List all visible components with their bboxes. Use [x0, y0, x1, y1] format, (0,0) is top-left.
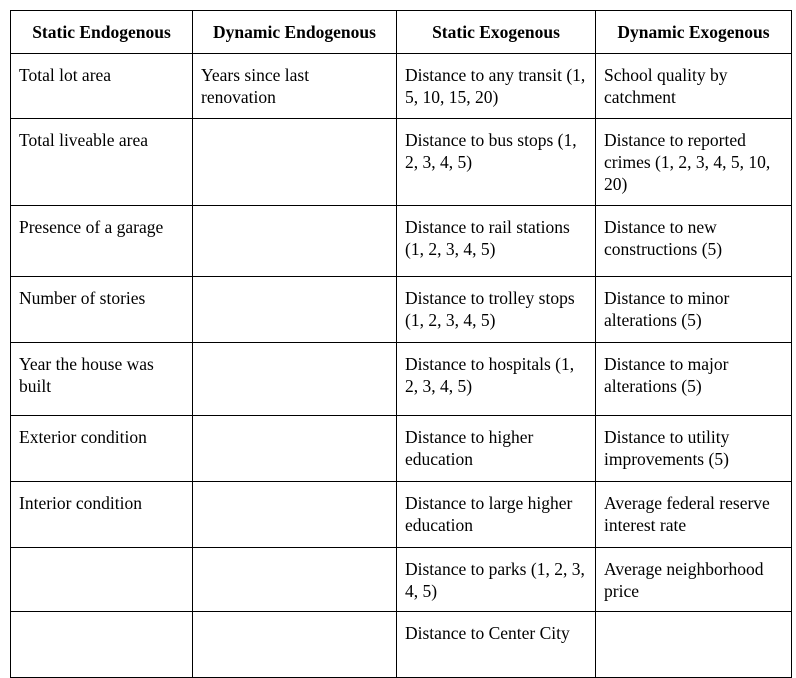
table-cell	[11, 612, 193, 678]
table-row	[11, 119, 792, 206]
table-cell: Distance to reported crimes (1, 2, 3, 4, 5, 10, 20)	[596, 119, 792, 206]
table-cell: Distance to rail stations (1, 2, 3, 4, 5)	[397, 206, 596, 277]
table-cell	[193, 343, 397, 416]
table-cell: Distance to minor alterations (5)	[596, 277, 792, 343]
table-row	[11, 416, 792, 482]
table-cell: Distance to higher education	[397, 416, 596, 482]
table-cell	[193, 416, 397, 482]
table-row	[11, 482, 792, 548]
table-row	[11, 612, 792, 678]
table-row	[11, 54, 792, 119]
table-cell: Exterior condition	[11, 416, 193, 482]
table-cell	[193, 548, 397, 612]
header-static-endogenous: Static Endogenous	[11, 11, 193, 54]
table-cell: Number of stories	[11, 277, 193, 343]
table-row	[11, 343, 792, 416]
table-cell	[596, 612, 792, 678]
table-cell: Distance to any transit (1, 5, 10, 15, 20)	[397, 54, 596, 119]
table-cell: Years since last renovation	[193, 54, 397, 119]
header-static-exogenous: Static Exogenous	[397, 11, 596, 54]
table-cell: Distance to parks (1, 2, 3, 4, 5)	[397, 548, 596, 612]
table-cell: School quality by catchment	[596, 54, 792, 119]
table-cell	[193, 277, 397, 343]
table-row	[11, 206, 792, 277]
table-body	[11, 54, 792, 678]
table-cell: Average federal reserve interest rate	[596, 482, 792, 548]
table-row	[11, 548, 792, 612]
table-row	[11, 277, 792, 343]
table-cell	[193, 482, 397, 548]
table-cell: Year the house was built	[11, 343, 193, 416]
table-cell	[193, 119, 397, 206]
table-cell: Total lot area	[11, 54, 193, 119]
header-dynamic-exogenous: Dynamic Exogenous	[596, 11, 792, 54]
table-header	[11, 11, 792, 54]
table-cell	[193, 206, 397, 277]
table-cell: Distance to bus stops (1, 2, 3, 4, 5)	[397, 119, 596, 206]
table-cell: Average neighborhood price	[596, 548, 792, 612]
table-cell: Total liveable area	[11, 119, 193, 206]
table-cell: Distance to utility improvements (5)	[596, 416, 792, 482]
table-cell: Interior condition	[11, 482, 193, 548]
table-cell: Presence of a garage	[11, 206, 193, 277]
table-cell: Distance to major alterations (5)	[596, 343, 792, 416]
table-cell: Distance to trolley stops (1, 2, 3, 4, 5)	[397, 277, 596, 343]
header-dynamic-endogenous: Dynamic Endogenous	[193, 11, 397, 54]
feature-table	[10, 10, 792, 678]
table-cell: Distance to hospitals (1, 2, 3, 4, 5)	[397, 343, 596, 416]
table-cell: Distance to Center City	[397, 612, 596, 678]
table-cell: Distance to large higher education	[397, 482, 596, 548]
header-row	[11, 11, 792, 54]
table-cell	[193, 612, 397, 678]
table-cell: Distance to new constructions (5)	[596, 206, 792, 277]
table-cell	[11, 548, 193, 612]
